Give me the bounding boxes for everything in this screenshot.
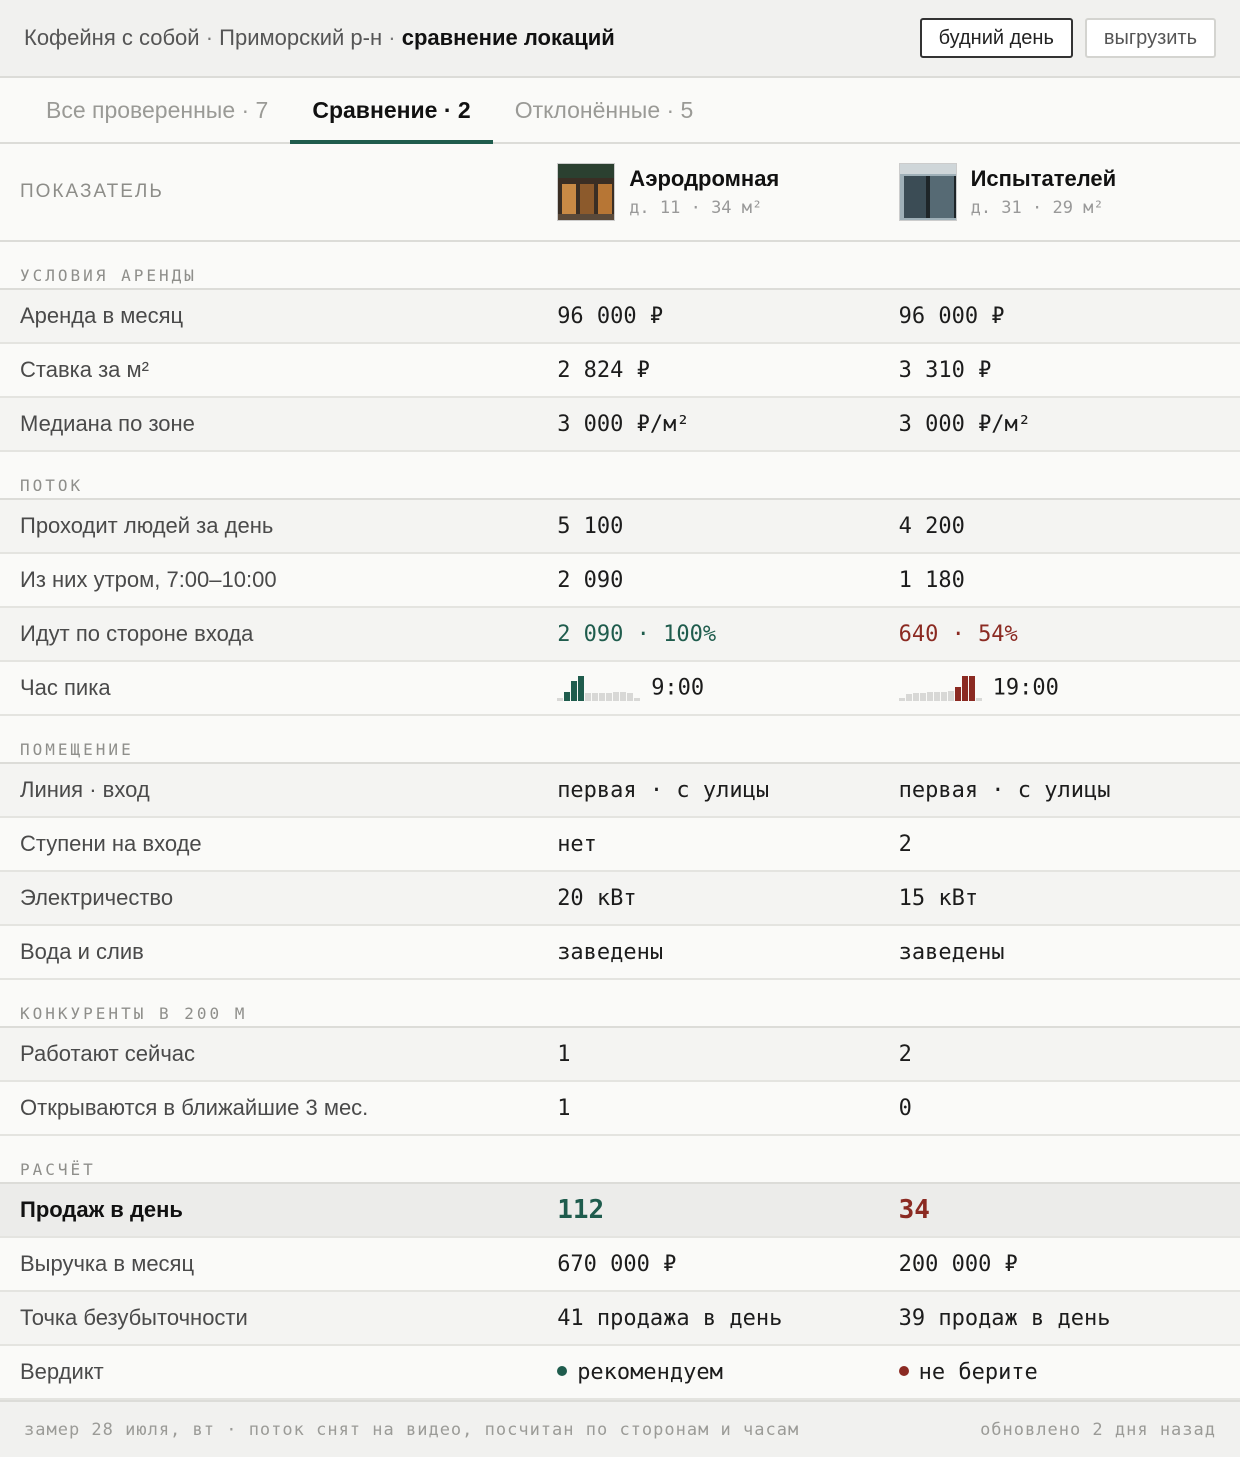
value-b: 34	[898, 1195, 930, 1225]
location-details: д. 11 · 34 м²	[629, 198, 763, 218]
location-aerodromnaya[interactable]	[557, 163, 898, 221]
peak-hour-value: 9:00	[651, 675, 705, 701]
value-b: 0	[898, 1095, 912, 1121]
peak-hour-sparkline	[899, 675, 983, 701]
breadcrumb-separator: ·	[388, 25, 396, 50]
value-b: 4 200	[898, 513, 965, 539]
value-a: нет	[557, 831, 597, 857]
location-ispytateley[interactable]	[899, 163, 1240, 221]
metric-label: Выручка в месяц	[20, 1251, 195, 1276]
footer	[0, 1400, 1240, 1457]
value-a: 41 продажа в день	[557, 1305, 783, 1331]
value-a: первая · с улицы	[557, 777, 770, 803]
metric-label: Точка безубыточности	[20, 1305, 248, 1330]
verdict-b	[899, 1360, 1240, 1385]
metric-label: Ставка за м²	[20, 357, 149, 382]
value-b: 96 000 ₽	[898, 303, 1005, 329]
weekday-toggle-button[interactable]: будний день	[920, 18, 1073, 58]
tab-all-checked[interactable]: Все проверенные · 7	[46, 96, 269, 123]
value-a: 2 824 ₽	[557, 357, 650, 383]
metric-label: Медиана по зоне	[20, 411, 195, 436]
table-row	[0, 1082, 1240, 1136]
spark-bar	[899, 698, 905, 701]
section-rent-title: УСЛОВИЯ АРЕНДЫ	[0, 242, 1240, 290]
value-a: 2 090	[557, 567, 624, 593]
table-row	[0, 1028, 1240, 1082]
table-row	[0, 662, 1240, 716]
spark-bar	[962, 676, 968, 701]
value-a: 5 100	[557, 513, 624, 539]
location-name: Испытателей	[970, 166, 1117, 191]
metric-label: Идут по стороне входа	[20, 621, 254, 646]
tab-bar	[0, 78, 1240, 144]
table-row	[0, 926, 1240, 980]
metric-label: Аренда в месяц	[20, 303, 184, 328]
value-a: 1	[557, 1041, 571, 1067]
spark-bar	[620, 692, 626, 701]
spark-bar	[571, 681, 577, 701]
table-row	[0, 1292, 1240, 1346]
table-row	[0, 818, 1240, 872]
value-b: 200 000 ₽	[898, 1251, 1018, 1277]
value-b: 2	[898, 1041, 912, 1067]
table-row	[0, 1184, 1240, 1238]
table-row	[0, 1346, 1240, 1400]
export-button[interactable]: выгрузить	[1085, 18, 1216, 58]
metric-label: Ступени на входе	[20, 831, 202, 856]
metric-column-label: ПОКАЗАТЕЛЬ	[20, 181, 164, 202]
table-row	[0, 500, 1240, 554]
location-name: Аэродромная	[629, 166, 780, 191]
value-b: 640 · 54%	[898, 621, 1018, 647]
section-calc	[0, 1184, 1240, 1400]
value-b: 1 180	[898, 567, 965, 593]
spark-bar	[913, 693, 919, 701]
section-flow	[0, 500, 1240, 716]
spark-bar	[627, 693, 633, 701]
table-row	[0, 554, 1240, 608]
value-b: 15 кВт	[898, 885, 979, 911]
breadcrumb	[24, 25, 920, 51]
metric-label: Вердикт	[20, 1359, 104, 1384]
peak-hour-sparkline	[557, 675, 641, 701]
section-rent	[0, 290, 1240, 452]
metric-label: Час пика	[20, 675, 111, 700]
spark-bar	[564, 692, 570, 701]
breadcrumb-separator: ·	[205, 25, 214, 50]
section-competitors	[0, 1028, 1240, 1136]
spark-bar	[585, 693, 591, 701]
metric-label: Работают сейчас	[20, 1041, 196, 1066]
spark-bar	[578, 676, 584, 701]
metric-label: Проходит людей за день	[20, 513, 274, 538]
spark-bar	[934, 692, 940, 701]
table-row	[0, 872, 1240, 926]
spark-bar	[941, 692, 947, 701]
tab-rejected[interactable]: Отклонённые · 5	[514, 96, 694, 123]
section-flow-title: ПОТОК	[0, 452, 1240, 500]
metric-label: Линия · вход	[20, 777, 150, 802]
value-b	[899, 675, 1240, 701]
value-a: 2 090 · 100%	[557, 621, 717, 647]
value-a: заведены	[557, 939, 664, 965]
location-photo	[899, 163, 957, 221]
value-b: 2	[898, 831, 912, 857]
spark-bar	[634, 698, 640, 701]
section-calc-title: РАСЧЁТ	[0, 1136, 1240, 1184]
value-a: 670 000 ₽	[557, 1251, 677, 1277]
spark-bar	[955, 687, 961, 701]
status-dot-icon	[899, 1366, 909, 1376]
section-premises	[0, 764, 1240, 980]
spark-bar	[613, 692, 619, 701]
metric-label: Продаж в день	[20, 1197, 183, 1222]
tab-comparison[interactable]: Сравнение · 2	[290, 78, 492, 142]
value-a: 96 000 ₽	[557, 303, 664, 329]
value-b: 39 продаж в день	[898, 1305, 1111, 1331]
value-a: 3 000 ₽/м²	[557, 411, 690, 437]
spark-bar	[557, 698, 563, 701]
value-b: первая · с улицы	[898, 777, 1111, 803]
value-b: заведены	[898, 939, 1005, 965]
value-b: 3 310 ₽	[898, 357, 992, 383]
table-row	[0, 290, 1240, 344]
location-details: д. 31 · 29 м²	[970, 198, 1104, 218]
metric-label: Из них утром, 7:00–10:00	[20, 567, 277, 592]
verdict-a	[557, 1360, 898, 1385]
value-a	[557, 675, 898, 701]
spark-bar	[920, 693, 926, 701]
spark-bar	[927, 692, 933, 701]
footer-updated: обновлено 2 дня назад	[980, 1419, 1216, 1440]
section-competitors-title: КОНКУРЕНТЫ В 200 М	[0, 980, 1240, 1028]
spark-bar	[606, 693, 612, 701]
peak-hour-value: 19:00	[992, 675, 1059, 701]
breadcrumb-district[interactable]: Приморский р-н	[219, 25, 383, 50]
spark-bar	[948, 691, 954, 701]
spark-bar	[906, 694, 912, 701]
metric-label: Вода и слив	[20, 939, 144, 964]
value-a: 112	[557, 1195, 605, 1225]
footer-measurement-note: замер 28 июля, вт · поток снят на видео, посчитан по сторонам и часам	[24, 1419, 800, 1440]
value-a: 20 кВт	[557, 885, 637, 911]
metric-label: Открываются в ближайшие 3 мес.	[20, 1095, 369, 1120]
value-b: 3 000 ₽/м²	[898, 411, 1032, 437]
page-title: сравнение локаций	[401, 25, 615, 50]
status-dot-icon	[557, 1366, 567, 1376]
verdict-text: рекомендуем	[577, 1359, 723, 1385]
section-premises-title: ПОМЕЩЕНИЕ	[0, 716, 1240, 764]
table-row	[0, 1238, 1240, 1292]
spark-bar	[969, 676, 975, 701]
location-photo	[557, 163, 615, 221]
table-row	[0, 344, 1240, 398]
table-row	[0, 608, 1240, 662]
comparison-header	[0, 144, 1240, 242]
spark-bar	[599, 693, 605, 701]
spark-bar	[976, 698, 982, 701]
top-bar	[0, 0, 1240, 78]
table-row	[0, 398, 1240, 452]
verdict-text: не берите	[918, 1359, 1038, 1385]
table-row	[0, 764, 1240, 818]
value-a: 1	[557, 1095, 571, 1121]
breadcrumb-project[interactable]: Кофейня с собой	[24, 25, 200, 50]
spark-bar	[592, 693, 598, 701]
metric-label: Электричество	[20, 885, 174, 910]
